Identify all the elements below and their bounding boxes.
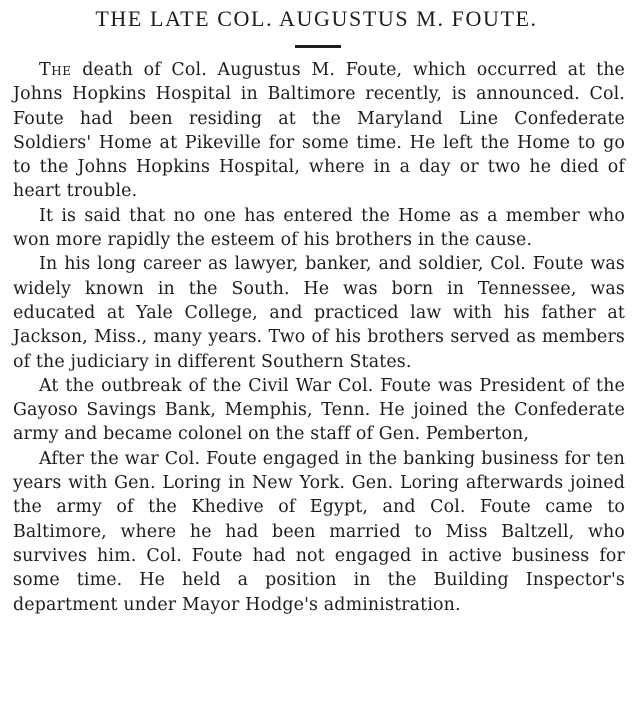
title-divider xyxy=(295,45,341,48)
paragraph-5 xyxy=(13,447,625,617)
paragraph-4 xyxy=(13,374,625,447)
article-title: THE LATE COL. AUGUSTUS M. FOUTE. xyxy=(95,6,538,31)
paragraph-3-text: In his long career as lawyer, banker, and soldier, Col. Foute was widely known in the South. He was born in Tennessee, was educated at Yale College, and practiced law with his father at Jackson, Miss., many years. Two of his brothers served as members of the judiciary in different Southern States. xyxy=(13,254,625,372)
paragraph-1 xyxy=(13,58,625,204)
paragraph-5-text: After the war Col. Foute engaged in the banking business for ten years with Gen. Loring in New York. Gen. Loring afterwards joined the army of the Khedive of Egypt, and Col. Foute came to Baltimore, where he had been married to Miss Baltzell, who survives him. Col. Foute had not engaged in active business for some time. He held a position in the Building Inspector's department under Mayor Hodge's administration. xyxy=(13,448,625,615)
paragraph-3 xyxy=(13,252,625,373)
paragraph-1-text: death of Col. Augustus M. Foute, which occurred at the Johns Hopkins Hospital in Baltimore recently, is announced. Col. Foute had been residing at the Maryland Line Confederate Soldiers' Home at Pikeville for some time. He left the Home to go to the Johns Hopkins Hospital, where in a day or two he died of heart trouble. xyxy=(13,60,625,202)
paragraph-1-lead: The xyxy=(39,60,72,80)
article-body xyxy=(13,58,625,617)
paragraph-4-text: At the outbreak of the Civil War Col. Foute was President of the Gayoso Savings Bank, Memphis, Tenn. He joined the Confederate army and became colonel on the staff of Gen. Pemberton, xyxy=(13,375,625,445)
paragraph-2-text: It is said that no one has entered the Home as a member who won more rapidly the esteem of his brothers in the cause. xyxy=(13,205,625,251)
paragraph-2 xyxy=(13,204,625,253)
